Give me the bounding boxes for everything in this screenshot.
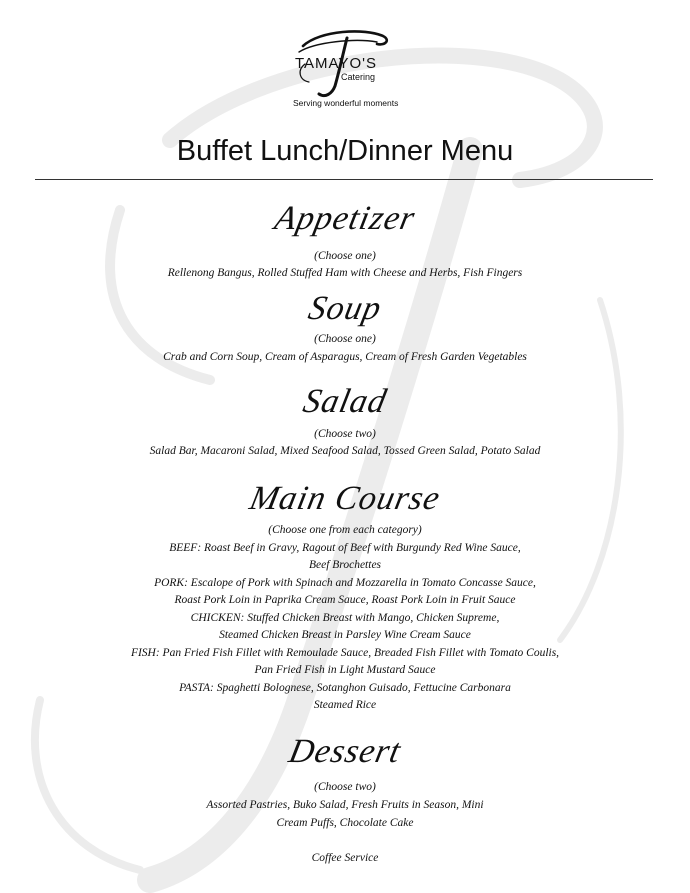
brand-logo (285, 24, 415, 114)
dessert-choose-note: (Choose two) (314, 781, 376, 793)
main-course-choose-note: (Choose one from each category) (268, 524, 422, 536)
brand-name: TAMAYO'S (295, 55, 377, 72)
appetizer-item-line: Rellenong Bangus, Rolled Stuffed Ham with Cheese and Herbs, Fish Fingers (167, 267, 523, 279)
main-course-item-line: Steamed Rice (313, 699, 377, 711)
main-course-item-line: CHICKEN: Stuffed Chicken Breast with Mango, Chicken Supreme, (190, 612, 500, 624)
main-course-item-line: FISH: Pan Fried Fish Fillet with Remoulade Sauce, Breaded Fish Fillet with Tomato Coulis, (130, 647, 560, 659)
salad-heading: Salad (299, 383, 391, 420)
appetizer-heading: Appetizer (271, 200, 419, 237)
brand-tagline: Serving wonderful moments (293, 98, 399, 108)
soup-heading: Soup (305, 290, 386, 327)
main-course-item-line: PORK: Escalope of Pork with Spinach and Mozzarella in Tomato Concasse Sauce, (154, 577, 536, 589)
title-divider (35, 179, 653, 180)
coffee-service-note: Coffee Service (311, 852, 379, 864)
main-course-item-line: Pan Fried Fish in Light Mustard Sauce (254, 664, 436, 676)
salad-choose-note: (Choose two) (314, 428, 376, 440)
appetizer-choose-note: (Choose one) (314, 250, 376, 262)
salad-item-line: Salad Bar, Macaroni Salad, Mixed Seafood Salad, Tossed Green Salad, Potato Salad (149, 445, 541, 457)
dessert-heading: Dessert (285, 733, 405, 770)
main-course-item-line: Roast Pork Loin in Paprika Cream Sauce, Roast Pork Loin in Fruit Sauce (174, 594, 516, 606)
main-course-item-line: PASTA: Spaghetti Bolognese, Sotanghon Guisado, Fettucine Carbonara (179, 682, 511, 694)
main-course-item-line: Beef Brochettes (308, 559, 382, 571)
page-title: Buffet Lunch/Dinner Menu (176, 135, 514, 167)
dessert-item-line: Assorted Pastries, Buko Salad, Fresh Fruits in Season, Mini (206, 799, 484, 811)
soup-item-line: Crab and Corn Soup, Cream of Asparagus, Cream of Fresh Garden Vegetables (163, 351, 527, 363)
main-course-heading: Main Course (246, 480, 444, 517)
soup-choose-note: (Choose one) (314, 333, 376, 345)
main-course-item-line: BEEF: Roast Beef in Gravy, Ragout of Beef with Burgundy Red Wine Sauce, (169, 542, 521, 554)
main-course-item-line: Steamed Chicken Breast in Parsley Wine Cream Sauce (219, 629, 471, 641)
dessert-item-line: Cream Puffs, Chocolate Cake (276, 817, 414, 829)
brand-subtitle: Catering (341, 72, 376, 82)
